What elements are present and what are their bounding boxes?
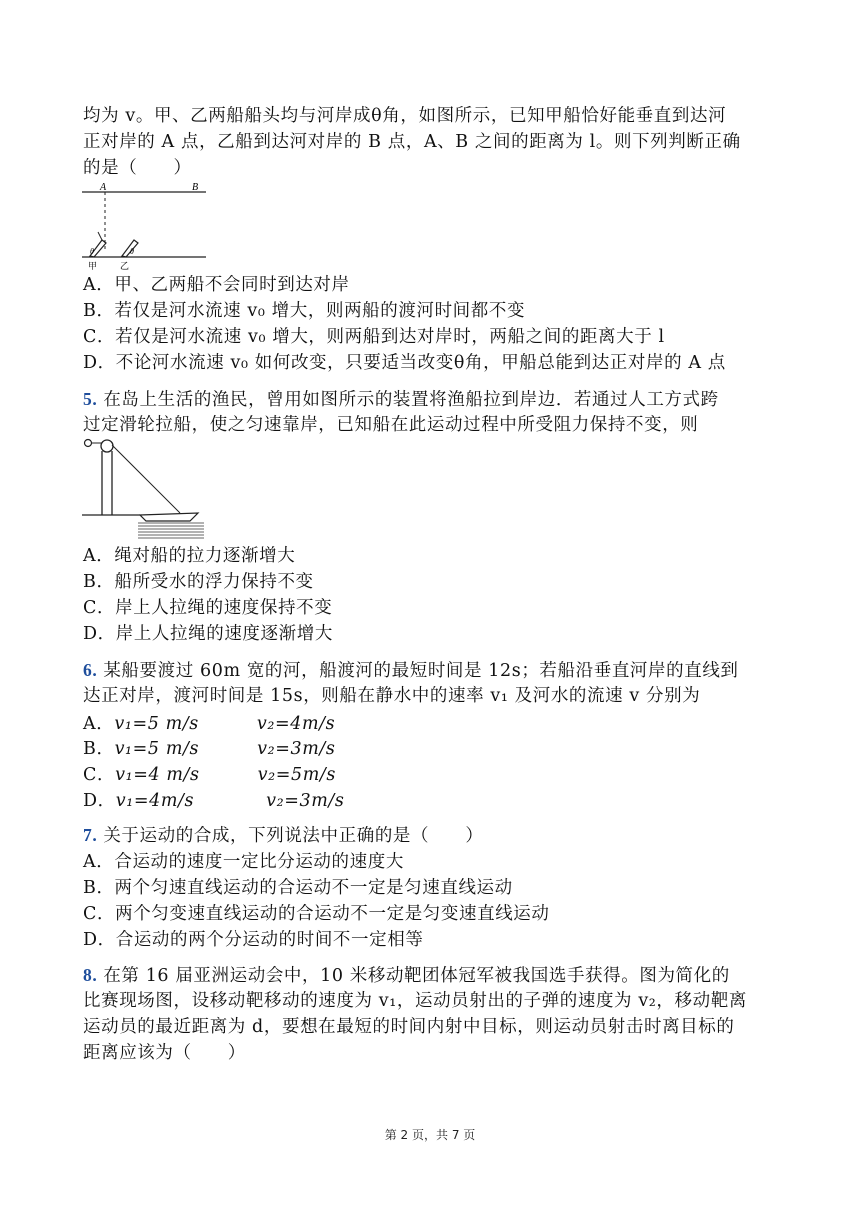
boat-icon <box>140 513 198 521</box>
point-b-label: B <box>192 182 199 193</box>
boat-jia-label: 甲 <box>88 262 98 272</box>
q6-option-c <box>83 762 336 788</box>
page-footer: 第 2 页，共 7 页 <box>384 1128 476 1142</box>
boat-yi-label: 乙 <box>120 262 130 272</box>
q8-line-4: 距离应该为（ ） <box>83 1043 246 1063</box>
q4-option-d: D．不论河水流速 v₀ 如何改变，只要适当改变θ角，甲船总能到达正对岸的 A 点 <box>83 353 726 373</box>
q6-option-b-v1: v₁=5 m/s <box>114 739 200 759</box>
q6-option-d-v2: v₂=3m/s <box>266 791 345 811</box>
q6-option-a-v2: v₂=4m/s <box>256 714 336 734</box>
theta-label-1: θ <box>90 247 94 256</box>
q8-line-2: 比赛现场图，设移动靶移动的速度为 v₁，运动员射出的子弹的速度为 v₂，移动靶离 <box>83 991 747 1011</box>
q4-river-figure <box>80 182 210 272</box>
q5-option-a: A．绳对船的拉力逐渐增大 <box>83 546 296 566</box>
q6-option-d-v1: v₁=4m/s <box>115 791 195 811</box>
q7-option-b: B．两个匀速直线运动的合运动不一定是匀速直线运动 <box>83 878 513 898</box>
q6-text-1: 某船要渡过 60m 宽的河，船渡河的最短时间是 12s；若船沿垂直河岸的直线到 <box>103 661 739 681</box>
rope-end-icon <box>85 440 92 447</box>
q4-option-c: C．若仅是河水流速 v₀ 增大，则两船到达对岸时，两船之间的距离大于 l <box>83 327 665 347</box>
q6-option-d <box>83 788 344 814</box>
q8-number: 8. <box>83 965 98 985</box>
q6-option-c-label: C． <box>83 765 116 785</box>
q7-text-1: 关于运动的合成，下列说法中正确的是（ ） <box>103 826 484 846</box>
q5-text-1: 在岛上生活的渔民，曾用如图所示的装置将渔船拉到岸边．若通过人工方式跨 <box>103 390 719 410</box>
pulley-icon <box>101 440 113 452</box>
q6-option-b-v2: v₂=3m/s <box>257 739 336 759</box>
q5-option-b: B．船所受水的浮力保持不变 <box>83 572 314 592</box>
q5-line-2: 过定滑轮拉船，使之匀速靠岸，已知船在此运动过程中所受阻力保持不变，则 <box>83 415 699 435</box>
q4-line-3: 的是（ ） <box>83 158 192 178</box>
q5-number: 5. <box>83 389 98 409</box>
point-a-label: A <box>100 182 107 193</box>
q6-number: 6. <box>83 660 98 680</box>
water-hatching <box>138 523 204 538</box>
q6-option-b-label: B． <box>83 739 115 759</box>
q6-line-1 <box>83 657 739 684</box>
rope-line <box>112 445 180 513</box>
q6-option-b <box>83 736 335 762</box>
q8-line-3: 运动员的最近距离为 d，要想在最短的时间内射中目标，则运动员射击时离目标的 <box>83 1017 735 1037</box>
q7-option-d: D．合运动的两个分运动的时间不一定相等 <box>83 930 424 950</box>
q6-option-c-v1: v₁=4 m/s <box>115 765 200 785</box>
q6-option-d-label: D． <box>83 791 116 811</box>
q6-option-a-label: A． <box>83 714 115 734</box>
q4-line-2: 正对岸的 A 点，乙船到达河对岸的 B 点，A、B 之间的距离为 l。则下列判断正确 <box>83 132 741 152</box>
q8-line-1 <box>83 962 730 989</box>
q4-option-a: A．甲、乙两船不会同时到达对岸 <box>83 275 350 295</box>
q6-option-c-v2: v₂=5m/s <box>257 765 337 785</box>
q6-option-a <box>83 711 335 737</box>
q5-line-1 <box>83 386 719 413</box>
q7-number: 7. <box>83 825 98 845</box>
theta-label-2: θ <box>130 247 134 256</box>
q8-text-1: 在第 16 届亚洲运动会中，10 米移动靶团体冠军被我国选手获得。图为简化的 <box>103 966 730 986</box>
q4-line-1: 均为 v。甲、乙两船船头均与河岸成θ角，如图所示，已知甲船恰好能垂直到达河 <box>83 106 727 126</box>
q5-option-d: D．岸上人拉绳的速度逐渐增大 <box>83 624 333 644</box>
q6-option-a-v1: v₁=5 m/s <box>114 714 199 734</box>
q4-option-b: B．若仅是河水流速 v₀ 增大，则两船的渡河时间都不变 <box>83 301 526 321</box>
q7-option-c: C．两个匀变速直线运动的合运动不一定是匀变速直线运动 <box>83 904 550 924</box>
q5-option-c: C．岸上人拉绳的速度保持不变 <box>83 598 333 618</box>
q7-line-1 <box>83 822 483 849</box>
q7-option-a: A．合运动的速度一定比分运动的速度大 <box>83 852 404 872</box>
q6-line-2: 达正对岸，渡河时间是 15s，则船在静水中的速率 v₁ 及河水的流速 v 分别为 <box>83 686 701 706</box>
q5-pulley-figure <box>80 437 210 542</box>
